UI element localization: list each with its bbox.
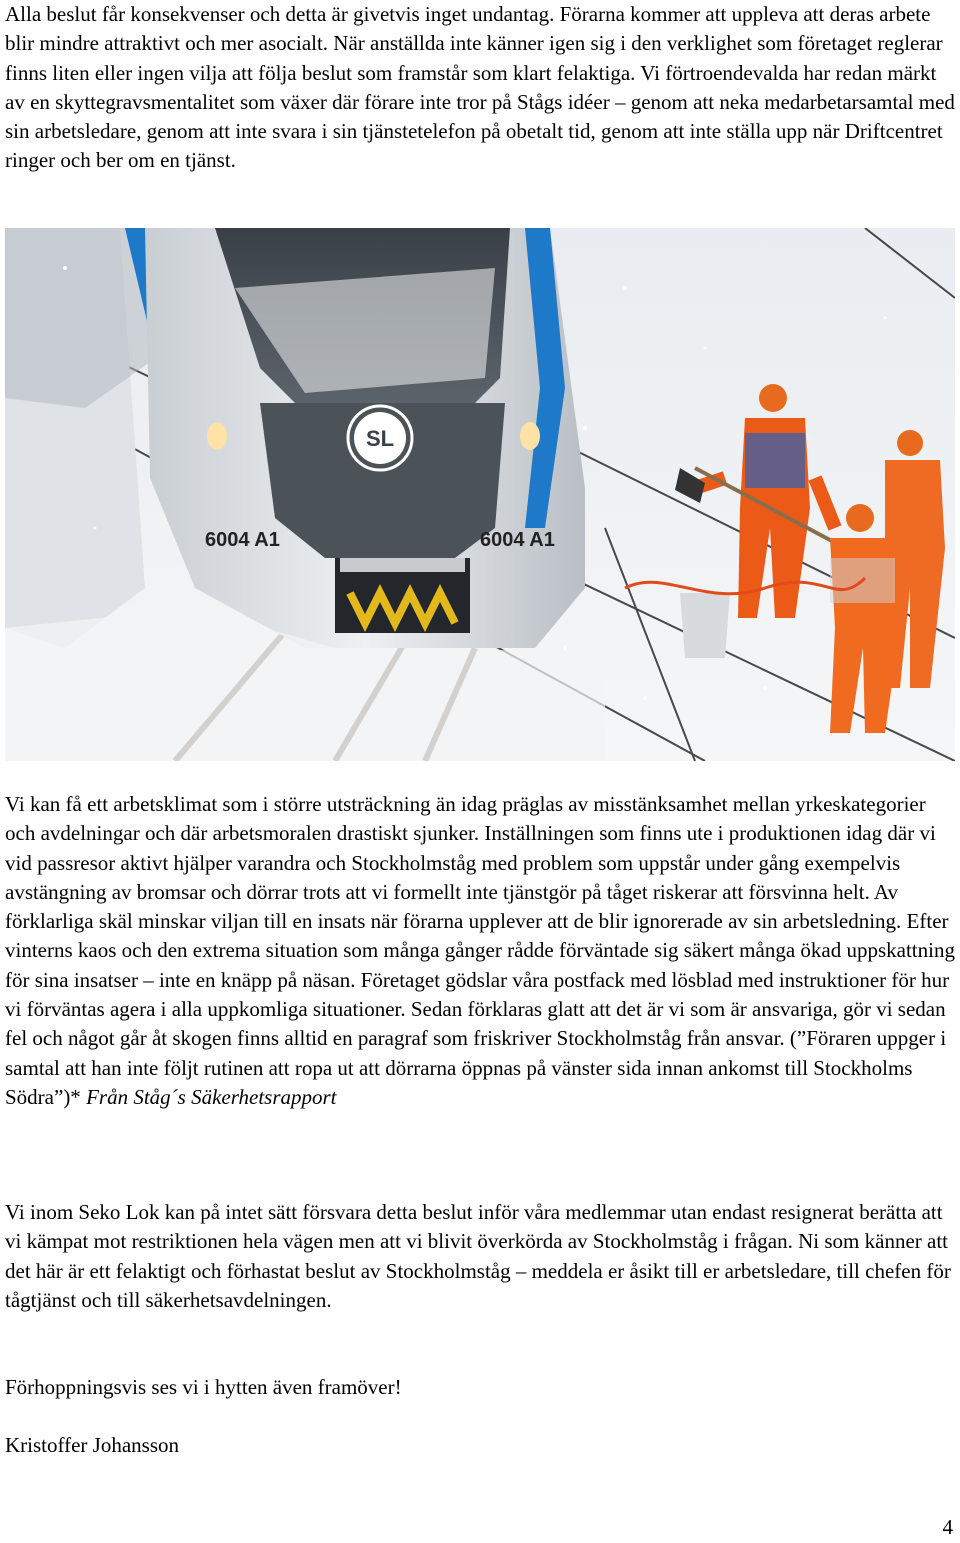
train-number-left: 6004 A1 <box>205 529 280 551</box>
sl-logo-text: SL <box>365 426 395 451</box>
paragraph-work-climate <box>5 790 955 1112</box>
train-number-right: 6004 A1 <box>480 529 555 551</box>
author-signature: Kristoffer Johansson <box>5 1433 180 1457</box>
paragraph-work-climate-text: Vi kan få ett arbetsklimat som i större utsträckning än idag präglas av misstänksamhet mellan yrkeskategorier och avdelningar och där arbetsmoralen drastiskt sjunker. Inställningen som finns ute i produktionen idag där vi vid passresor aktivt hjälper varandra och Stockholmståg med problem som uppstår under gång exempelvis avstängning av bromsar och dörrar trots att vi formellt inte tjänstgör på tåget riskerar att försvinna helt. Av förklarliga skäl minskar viljan till en insats när förarna upplever att de blir ignorerade av sin arbetsledning. Efter vinterns kaos och den extrema situation som många gånger rådde förväntade sig säkert många ökad uppskattning för sina insatser – inte en knäpp på näsan. Företaget gödslar våra postfack med lösblad med instruktioner för hur vi förväntas agera i alla uppkomliga situationer. Sedan förklaras glatt att det är vi som är ansvariga, gör vi sedan fel och något går åt skogen finns alltid en paragraf som friskriver Stockholmståg från ansvar. (”Föraren uppger i samtal att han inte följt rutinen att ropa ut att dörrarna öppnas på vänster sida innan ankomst till Stockholms Södra”)* <box>5 792 955 1109</box>
paragraph-intro: Alla beslut får konsekvenser och detta är givetvis inget undantag. Förarna kommer att uppleva att deras arbete blir mindre attraktivt och mer asocialt. När anställda inte känner igen sig i den verklighet som företaget reglerar finns liten eller ingen vilja att följa beslut som framstår som klart felaktiga. Vi förtroendevalda har redan märkt av en skyttegravsmentalitet som växer där förare inte tror på Stågs idéer – genom att neka medarbetarsamtal med sin arbetsledare, genom att inte svara i sin tjänstetelefon på obetalt tid, genom att inte ställa upp när Driftcentret ringer och ber om en tjänst. <box>5 2 955 173</box>
source-citation: Från Ståg´s Säkerhetsrapport <box>86 1084 337 1109</box>
page-number: 4 <box>942 1515 953 1539</box>
paragraph-closing: Förhoppningsvis ses vi i hytten även framöver! <box>5 1375 402 1399</box>
paragraph-seko-lok: Vi inom Seko Lok kan på intet sätt försvara detta beslut inför våra medlemmar utan endast resignerat berätta att vi kämpat mot restriktionen hela vägen men att vi blivit överkörda av Stockholmståg i frågan. Ni som känner att det här är ett felaktigt och förhastat beslut av Stockholmståg – meddela er åsikt till er arbetsledare, till chefen för tågtjänst och till säkerhetsavdelningen. <box>5 1200 951 1312</box>
train-snow-photo <box>5 228 955 761</box>
